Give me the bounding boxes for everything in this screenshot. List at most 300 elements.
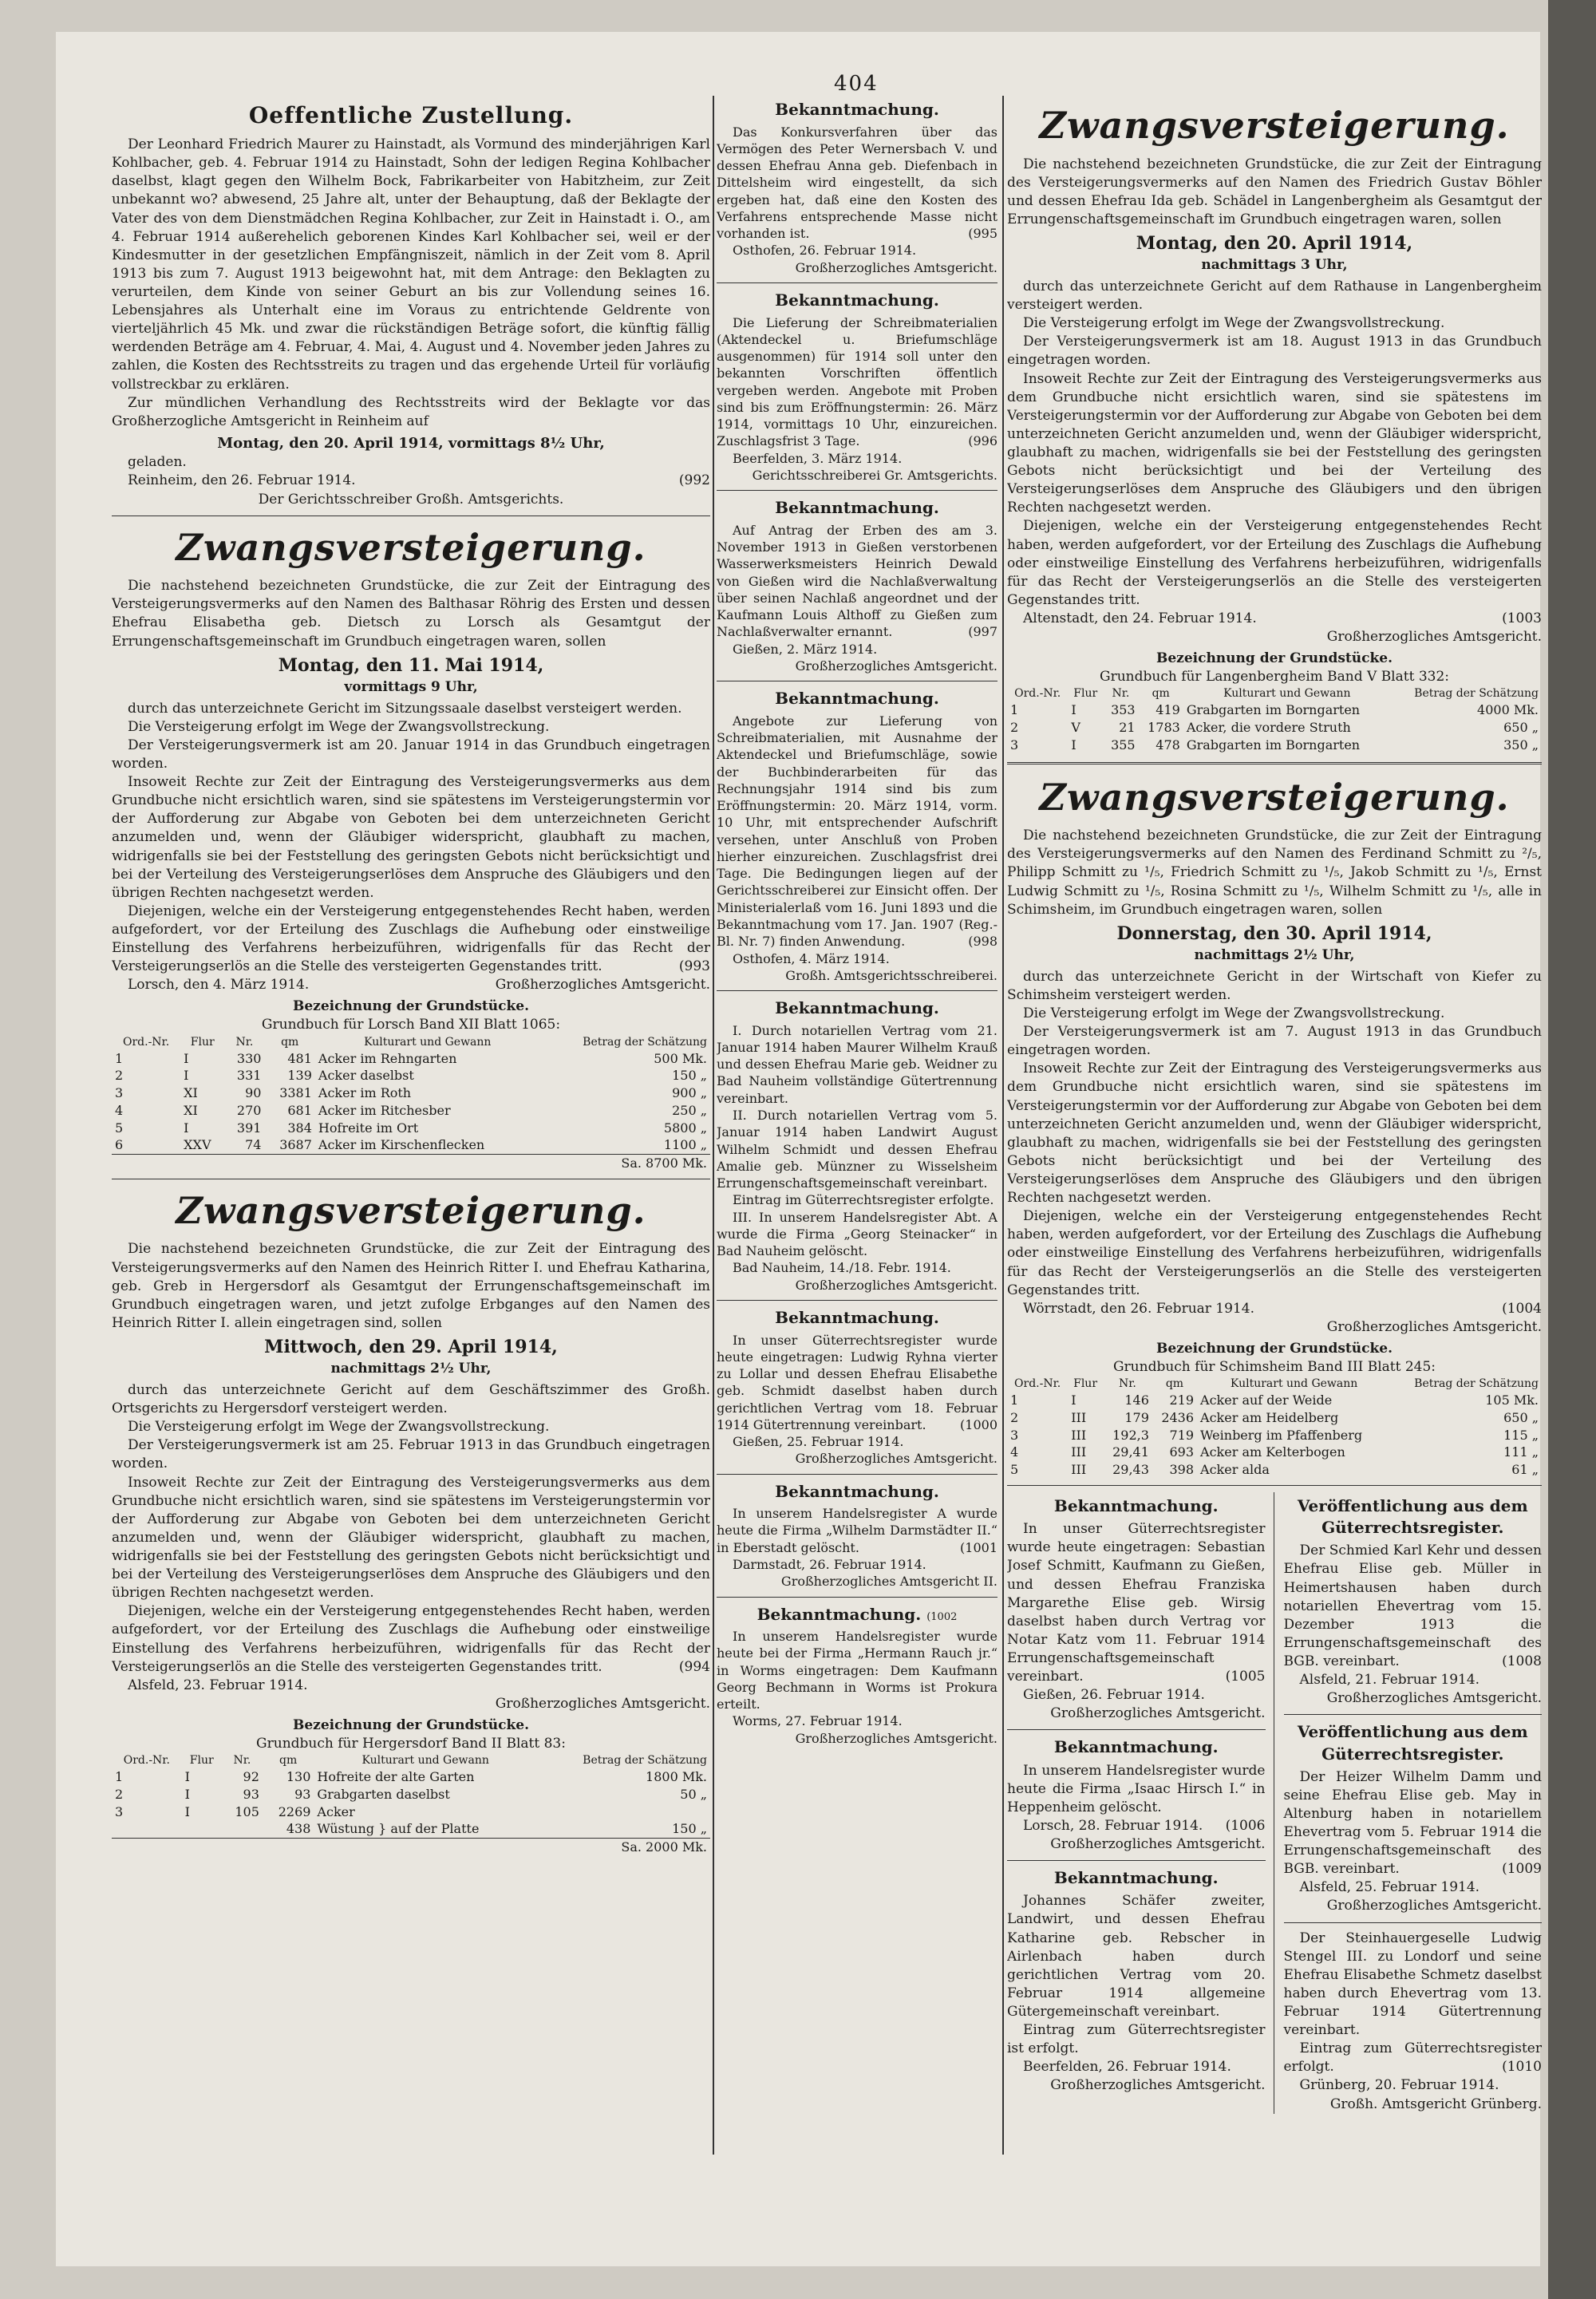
notice-body: Insoweit Rechte zur Zeit der Eintragung des Versteigerungsvermerks aus dem Grundbuche nicht ersichtlich waren, sind sie spätestens im Versteigerungstermin vor der Aufforderung zur Abgabe von Geboten bei dem unterzeichneten Gericht anzumelden und, wenn der Gläubiger widerspricht, glaubhaft zu machen, widrigenfalls sie bei der Feststellung des geringsten Gebots nicht berücksichtigt und bei der Verteilung des Versteigerungserlöses dem Anspruche des Gläubigers und den übrigen Rechten nachgesetzt werden. — [1007, 1061, 1542, 1207]
court-name: Großherzogliches Amtsgericht. — [1326, 1898, 1542, 1914]
court-name: Großherzogliches Amtsgericht. — [795, 1451, 998, 1467]
notice-body: Die Versteigerung erfolgt im Wege der Zwangsvollstreckung. — [128, 718, 550, 735]
table-cell: 6 — [115, 1137, 124, 1153]
notice-item-iii: III. In unserem Handelsregister Abt. A wurde die Firma „Georg Steinacker“ in Bad Nauheim gelöscht. — [717, 1209, 998, 1259]
bottom-right-column — [1284, 1492, 1543, 2114]
table-cell: 500 Mk. — [654, 1050, 707, 1066]
table-sum-row — [112, 1839, 710, 1856]
divider — [1007, 1485, 1542, 1486]
notice-place-date: Osthofen, 26. Februar 1914. — [733, 243, 917, 259]
table-row — [1007, 1392, 1542, 1409]
notice-ref: (992 — [678, 472, 710, 489]
table-cell: XI — [184, 1085, 198, 1101]
notice-body: Die Versteigerung erfolgt im Wege der Zwangsvollstreckung. — [128, 1419, 550, 1436]
table-cell: 2 — [1010, 720, 1019, 736]
table-cell: Acker — [317, 1803, 355, 1819]
table-row — [112, 1803, 710, 1821]
notice-title: Zwangsversteigerung. — [1039, 775, 1510, 819]
notice-title — [717, 1604, 998, 1625]
column-left — [112, 96, 710, 2171]
notice-place-date: Alsfeld, 23. Februar 1914. — [128, 1677, 308, 1693]
notice-place-date: Grünberg, 20. Februar 1914. — [1299, 2077, 1499, 2094]
notice-text: Das Konkursverfahren über das Vermögen des Peter Wernersbach V. und dessen Ehefrau Anna geb. Diefenbach in Dittelsheim wird eingestellt, da sich ergeben hat, daß eine den Kosten des Verfahrens entsprechende Masse nicht vorhanden ist. — [717, 124, 998, 242]
notice-place-date: Alsfeld, 25. Februar 1914. — [1299, 1879, 1480, 1896]
column-header: Kulturart und Gewann — [361, 1754, 489, 1768]
notice-zwangsversteigerung-hergersdorf — [112, 1186, 710, 1856]
table-cell: 150 „ — [672, 1821, 707, 1837]
court-name: Großherzogliches Amtsgericht. — [795, 658, 998, 674]
column-header: qm — [281, 1035, 299, 1049]
notice-body — [717, 1332, 998, 1434]
table-cell: III — [1071, 1409, 1087, 1425]
table-cell: 21 — [1119, 720, 1136, 736]
table-cell: Acker am Heidelberg — [1200, 1409, 1339, 1425]
table-cell: I — [184, 1050, 189, 1066]
table-cell: 105 Mk. — [1485, 1392, 1539, 1408]
court-name: Großh. Amtsgerichtsschreiberei. — [785, 967, 998, 983]
table-cell: 478 — [1156, 737, 1180, 753]
table-sum: Sa. 2000 Mk. — [537, 1839, 710, 1856]
column-rule-right — [1002, 96, 1004, 2155]
table-cell: 5 — [1010, 1462, 1019, 1478]
notice-text: Der Heizer Wilhelm Damm und seine Ehefrau Elise geb. May in Altenburg haben in notariellem Ehevertrag vom 5. Februar 1914 die Errungenschaftsgemeinschaft des BGB. vereinbart. — [1283, 1768, 1542, 1878]
notice-bekanntmachung-giessen-gueterrecht — [1007, 1495, 1266, 1723]
court-name: Großherzogliches Amtsgericht. — [795, 1277, 998, 1293]
auction-time: nachmittags 3 Uhr, — [1201, 256, 1348, 273]
table-row — [112, 1084, 710, 1102]
notice-zwangsversteigerung-lorsch — [112, 523, 710, 1172]
notice-place-date: Alsfeld, 21. Februar 1914. — [1299, 1672, 1480, 1689]
table-cell: Grabgarten im Borngarten — [1186, 737, 1361, 753]
notice-signature: Der Gerichtsschreiber Großh. Amtsgerichts. — [258, 491, 564, 508]
divider — [112, 515, 710, 516]
table-cell: I — [1071, 702, 1077, 718]
table-cell — [537, 1803, 710, 1821]
table-cell: V — [1071, 720, 1080, 736]
notice-place-date: Osthofen, 4. März 1914. — [733, 950, 890, 966]
table-cell: 2 — [115, 1068, 124, 1084]
column-header: Betrag der Schätzung — [1414, 1377, 1539, 1391]
table-row — [112, 1120, 710, 1137]
notice-body: Der Steinhauergeselle Ludwig Stengel III. zu Londorf und seine Ehefrau Elisabethe Schmetz daselbst haben durch Ehevertrag vom 13. Februar 1914 Gütertrennung vereinbart. — [1283, 1930, 1542, 2039]
table-cell: 4000 Mk. — [1477, 702, 1539, 718]
hearing-date: Montag, den 20. April 1914, vormittags 8½ Uhr, — [217, 434, 605, 452]
table-cell: III — [1071, 1444, 1087, 1460]
notice-ref: (997 — [968, 624, 998, 640]
place-date: Wörrstadt, den 26. Februar 1914. — [1023, 1300, 1254, 1317]
notice-body: durch das unterzeichnete Gericht im Sitzungssaale daselbst versteigert werden. — [128, 700, 682, 717]
table-cell: 1 — [1010, 1392, 1019, 1408]
notice-place-date — [1007, 610, 1542, 628]
table-cell: 4 — [115, 1102, 124, 1118]
notice-body: Insoweit Rechte zur Zeit der Eintragung des Versteigerungsvermerks aus dem Grundbuche nicht ersichtlich waren, sind sie spätestens im Versteigerungstermin vor der Aufforderung zur Abgabe von Geboten bei dem unterzeichneten Gericht anzumelden und, wenn der Gläubiger widerspricht, glaubhaft zu machen, widrigenfalls sie bei der Feststellung des geringsten Gebots nicht berücksichtigt und bei der Verteilung des Versteigerungserlöses dem Anspruche des Gläubigers und den übrigen Rechten nachgesetzt werden. — [112, 1474, 710, 1602]
parcel-table — [1007, 686, 1542, 753]
table-cell: 270 — [236, 1102, 262, 1118]
table-cell — [112, 1820, 182, 1838]
notice-body: Die Versteigerung erfolgt im Wege der Zwangsvollstreckung. — [1023, 315, 1445, 332]
table-cell: Acker im Ritchesber — [318, 1102, 451, 1118]
divider — [1284, 1922, 1543, 1923]
column-rule-left — [713, 96, 714, 2155]
table-row — [1007, 701, 1542, 719]
notice-body — [717, 522, 998, 641]
notice-intro: Die nachstehend bezeichneten Grundstücke, die zur Zeit der Eintragung des Versteigerungsvermerks auf den Namen des Friedrich Gustav Böhler und dessen Ehefrau Ida geb. Schädel in Langenbergheim als Gesamtgut der Errungenschaftsgemeinschaft im Grundbuch eingetragen waren, sollen — [1007, 156, 1542, 227]
table-cell: Weinberg im Pfaffenberg — [1200, 1427, 1363, 1443]
court-name: Großherzogliches Amtsgericht. — [1326, 1318, 1542, 1335]
table-row — [112, 1768, 710, 1786]
table-cell: 3 — [115, 1085, 124, 1101]
table-cell: 130 — [286, 1769, 311, 1785]
court-name: Gerichtsschreiberei Gr. Amtsgerichts. — [752, 467, 998, 483]
table-cell: 93 — [243, 1786, 259, 1802]
notice-place-date — [1007, 1817, 1266, 1835]
column-header: Flur — [189, 1754, 214, 1768]
notice-body — [717, 1505, 998, 1556]
auction-time: nachmittags 2½ Uhr, — [1194, 946, 1355, 963]
table-row — [1007, 737, 1542, 754]
column-header: Nr. — [235, 1035, 254, 1049]
notice-body — [112, 1602, 710, 1676]
table-body — [1007, 1392, 1542, 1479]
column-header: Flur — [190, 1035, 215, 1049]
notice-body: Eintrag im Güterrechtsregister erfolgte. — [733, 1192, 994, 1208]
notice-body: Der Versteigerungsvermerk ist am 18. August 1913 in das Grundbuch eingetragen worden. — [1007, 334, 1542, 369]
table-cell: 179 — [1124, 1409, 1149, 1425]
column-header: qm — [279, 1754, 298, 1768]
table-body — [1007, 701, 1542, 753]
notice-veroeffentlichung-alsfeld-2 — [1284, 1721, 1543, 1915]
court-name: Großherzogliches Amtsgericht II. — [780, 1574, 998, 1590]
table-cell: 350 „ — [1503, 737, 1539, 753]
table-cell: 115 „ — [1503, 1427, 1539, 1443]
notice-place-date: Beerfelden, 26. Februar 1914. — [1023, 2059, 1231, 2076]
notice-place-date — [112, 976, 710, 994]
table-cell: 2 — [115, 1786, 124, 1802]
notice-ref: (993 — [678, 958, 710, 975]
notice-ref: (1008 — [1502, 1653, 1542, 1670]
table-row — [112, 1067, 710, 1084]
notice-intro: Die nachstehend bezeichneten Grundstücke, die zur Zeit der Eintragung des Versteigerungsvermerks auf den Namen des Ferdinand Schmitt zu ²/₅, Philipp Schmitt zu ¹/₅, Friedrich Schmitt zu ¹/₅, Jakob Schmitt zu ¹/₅, Ernst Ludwig Schmitt zu ¹/₅, Rosina Schmitt zu ¹/₅, Wilhelm Schmitt zu ¹/₅, alle in Schimsheim, im Grundbuch eingetragen waren, sollen — [1007, 828, 1542, 918]
notice-body — [1007, 1762, 1266, 1817]
table-cell: I — [184, 1803, 190, 1819]
notice-ref: (1010 — [1502, 2059, 1542, 2076]
auction-time: nachmittags 2½ Uhr, — [330, 1360, 492, 1377]
table-row — [112, 1102, 710, 1120]
table-cell: Acker am Kelterbogen — [1200, 1444, 1345, 1460]
notice-title: Bekanntmachung. — [775, 1481, 939, 1501]
column-header: Nr. — [1112, 687, 1130, 701]
table-cell: 330 — [236, 1050, 262, 1066]
column-header: Ord.-Nr. — [1014, 687, 1061, 701]
notice-title: Bekanntmachung. — [1053, 1868, 1219, 1888]
column-header: Nr. — [233, 1754, 251, 1768]
divider — [717, 1300, 998, 1301]
notice-body — [1284, 2040, 1543, 2076]
notice-text: Der Schmied Karl Kehr und dessen Ehefrau Elise geb. Müller in Heimertshausen haben durch notariellen Ehevertrag vom 15. Dezember 1913 die Errungenschaftsgemeinschaft des BGB. vereinbart. — [1283, 1543, 1542, 1670]
table-cell: 150 „ — [672, 1068, 707, 1084]
table-cell: III — [1071, 1427, 1087, 1443]
table-cell: 384 — [287, 1120, 312, 1136]
parcel-table — [112, 1035, 710, 1172]
table-cell: I — [1071, 737, 1077, 753]
notice-text: Die Lieferung der Schreibmaterialien (Aktendeckel u. Briefumschläge ausgenommen) für 1914 soll unter den bekannten Vorschriften öffentlich vergeben werden. Angebote mit Proben sind bis zum Eröffnungstermin: 26. März 1914, vormittags 10 Uhr, einzureichen. Zuschlagsfrist 3 Tage. — [717, 314, 998, 449]
notice-body — [717, 314, 998, 450]
notice-ref: (1004 — [1502, 1300, 1542, 1317]
notice-place-date: Darmstadt, 26. Februar 1914. — [733, 1557, 926, 1573]
table-cell: I — [184, 1068, 189, 1084]
bottom-notices — [1007, 1492, 1542, 2114]
table-cell: 3687 — [279, 1137, 312, 1153]
notice-title: Zwangsversteigerung. — [176, 1188, 646, 1232]
table-cell: Acker alda — [1200, 1462, 1270, 1478]
notice-body — [717, 713, 998, 950]
table-cell: 355 — [1111, 737, 1136, 753]
notice-place-date — [1007, 1300, 1542, 1318]
table-title: Bezeichnung der Grundstücke. — [1156, 650, 1393, 667]
table-cell: Acker, die vordere Struth — [1186, 720, 1351, 736]
notice-title: Zwangsversteigerung. — [1039, 104, 1510, 147]
notice-body: Diejenigen, welche ein der Versteigerung entgegenstehendes Recht haben, werden aufgefordert, vor der Erteilung des Zuschlags die Aufhebung oder einstweilige Einstellung des Verfahrens herbeizuführen, widrigenfalls für das Recht der Versteigerungserlös an die Stelle des versteigerten Gegenstandes tritt. — [1007, 1208, 1542, 1298]
notice-title: Bekanntmachung. — [775, 290, 939, 310]
divider — [1284, 1714, 1543, 1715]
table-cell: Hofreite im Ort — [318, 1120, 419, 1136]
auction-date: Mittwoch, den 29. April 1914, — [264, 1336, 558, 1357]
divider — [717, 990, 998, 991]
table-row — [1007, 1461, 1542, 1479]
table-cell: 650 „ — [1503, 720, 1539, 736]
notice-text: Diejenigen, welche ein der Versteigerung entgegenstehendes Recht haben, werden aufgefordert, vor der Erteilung des Zuschlags die Aufhebung oder einstweilige Einstellung des Verfahrens herbeizuführen, widrigenfalls für das Recht der Versteigerungserlös an die Stelle des versteigerten Gegenstandes tritt. — [112, 1603, 710, 1675]
notice-item-i: I. Durch notariellen Vertrag vom 21. Januar 1914 haben Maurer Wilhelm Krauß und dessen Ehefrau Marie geb. Weidner zu Bad Nauheim vollständige Gütertrennung vereinbart. — [717, 1022, 998, 1106]
notice-zwangsversteigerung-langenbergheim — [1007, 101, 1542, 754]
table-cell: 29,41 — [1112, 1444, 1149, 1460]
table-cell: 192,3 — [1112, 1427, 1149, 1443]
notice-body: Insoweit Rechte zur Zeit der Eintragung des Versteigerungsvermerks aus dem Grundbuche nicht ersichtlich waren, sind sie spätestens im Versteigerungstermin vor der Aufforderung zur Abgabe von Geboten bei dem unterzeichneten Gericht anzumelden und, wenn der Gläubiger widerspricht, glaubhaft zu machen, widrigenfalls sie bei der Feststellung des geringsten Gebots nicht berücksichtigt und bei der Verteilung des Versteigerungserlöses dem Anspruche des Gläubigers und den übrigen Rechten nachgesetzt werden. — [112, 774, 710, 901]
table-cell: Acker auf der Weide — [1200, 1392, 1333, 1408]
table-cell: 2269 — [278, 1803, 311, 1819]
column-header: Flur — [1073, 1377, 1098, 1391]
table-header — [1007, 1377, 1542, 1392]
table-cell: 1 — [115, 1769, 124, 1785]
notice-zwangsversteigerung-schimsheim — [1007, 772, 1542, 1479]
table-cell: 29,43 — [1112, 1462, 1149, 1478]
notice-place-date: Beerfelden, 3. März 1914. — [733, 450, 903, 466]
notice-bekanntmachung-osthofen-lieferung — [717, 688, 998, 984]
table-cell: 3 — [1010, 1427, 1019, 1443]
table-row — [112, 1786, 710, 1803]
notice-body — [1284, 1768, 1543, 1879]
notice-bekanntmachung-darmstadt — [717, 1481, 998, 1590]
table-cell: 1100 „ — [663, 1137, 707, 1153]
notice-ref: (1000 — [960, 1416, 998, 1432]
auction-date: Montag, den 20. April 1914, — [1136, 232, 1413, 254]
column-middle — [717, 96, 998, 2171]
notice-ref: (996 — [968, 433, 998, 449]
table-cell: Acker im Kirschenflecken — [318, 1137, 485, 1153]
divider — [717, 1474, 998, 1475]
notice-ref: (1001 — [960, 1539, 998, 1555]
notice-veroeffentlichung-alsfeld-1 — [1284, 1495, 1543, 1708]
notice-body — [1284, 1542, 1543, 1671]
table-cell: 61 „ — [1511, 1462, 1539, 1478]
notice-place-date: Bad Nauheim, 14./18. Febr. 1914. — [733, 1260, 951, 1276]
court-name: Großherzogliches Amtsgericht. — [795, 259, 998, 275]
court-name: Großh. Amtsgericht Grünberg. — [1329, 2096, 1542, 2112]
notice-body: durch das unterzeichnete Gericht in der Wirtschaft von Kiefer zu Schimsheim versteigert werden. — [1007, 968, 1542, 1003]
table-body — [112, 1050, 710, 1155]
column-header: Ord.-Nr. — [123, 1754, 170, 1768]
notice-body: Der Leonhard Friedrich Maurer zu Hainstadt, als Vormund des minderjährigen Karl Kohlbacher, geb. 4. Februar 1914 zu Hainstadt, Sohn der ledigen Regina Kohlbacher daselbst, klagt gegen den Wilhelm Bock, Fabrikarbeiter von Habitzheim, zur Zeit unbekannt wo? abwesend, 25 Jahre alt, unter der Behauptung, daß der Beklagte der Vater des von dem Dienstmädchen Regina Kohlbacher, zur Zeit in Hainstadt i. O., am 4. Februar 1914 außerehelich geborenen Kindes Karl Kohlbacher sei, weil er der Kindesmutter in der gesetzlichen Empfängniszeit, nämlich in der Zeit vom 8. April 1913 bis zum 7. August 1913 beigewohnt hat, mit dem Antrage: den Beklagten zu verurteilen, dem Kinde von seiner Geburt an bis zur Vollendung seines 16. Lebensjahres als Unterhalt eine im Voraus zu entrichtende Geldrente von vierteljährlich 45 Mk. und zwar die rückständigen Beträge sofort, die künftig fällig werdenden Beträge am 4. Februar, 4. Mai, 4. August und 4. November jeden Jahres zu zahlen, die Kosten des Rechtsstreits zu tragen und das ergehende Urteil für vorläufig vollstreckbar zu erklären. — [112, 136, 710, 393]
table-cell: Acker daselbst — [318, 1068, 414, 1084]
notice-place-date — [112, 472, 710, 490]
table-cell: 1 — [1010, 702, 1019, 718]
table-cell — [182, 1820, 222, 1838]
notice-text: In unser Güterrechtsregister wurde heute eingetragen: Ludwig Ryhna vierter zu Lollar und dessen Ehefrau Elisabethe geb. Schmidt daselbst haben durch gerichtlichen Vertrag vom 18. Februar 1914 Gütertrennung vereinbart. — [717, 1332, 998, 1432]
table-cell: 4 — [1010, 1444, 1019, 1460]
table-cell: 900 „ — [672, 1085, 707, 1101]
table-cell: I — [184, 1786, 190, 1802]
table-cell: XXV — [184, 1137, 211, 1153]
notice-text: In unserem Handelsregister A wurde heute die Firma „Wilhelm Darmstädter II.“ in Eberstadt gelöscht. — [717, 1506, 998, 1555]
divider — [1007, 1729, 1266, 1730]
place-date: Reinheim, den 26. Februar 1914. — [128, 472, 356, 489]
notice-ref: (1006 — [1225, 1817, 1266, 1834]
table-subtitle: Grundbuch für Langenbergheim Band V Blatt 332: — [1100, 669, 1449, 685]
notice-ref: (1002 — [926, 1610, 958, 1623]
table-title: Bezeichnung der Grundstücke. — [1156, 1340, 1393, 1357]
table-cell: Acker im Roth — [318, 1085, 412, 1101]
table-cell: 1800 Mk. — [646, 1769, 707, 1785]
page-number: 404 — [834, 72, 879, 96]
notice-place-date: Gießen, 2. März 1914. — [733, 641, 878, 657]
divider — [1007, 762, 1542, 764]
table-sum-row — [112, 1155, 710, 1172]
table-cell: 438 — [286, 1821, 311, 1837]
notice-body: Johannes Schäfer zweiter, Landwirt, und dessen Ehefrau Katharine geb. Rebscher in Airlenbach haben durch gerichtlichen Vertrag vom 20. Februar 1914 allgemeine Gütergemeinschaft vereinbart. — [1007, 1893, 1266, 2020]
table-title: Bezeichnung der Grundstücke. — [292, 1716, 529, 1733]
notice-ref: (995 — [968, 226, 998, 242]
court-name: Großherzogliches Amtsgericht. — [495, 977, 710, 993]
notice-bekanntmachung-giessen-lollar — [717, 1307, 998, 1467]
notice-title: Bekanntmachung. — [775, 1307, 939, 1327]
notice-body: Eintrag zum Güterrechtsregister ist erfolgt. — [1007, 2022, 1266, 2057]
notice-body: durch das unterzeichnete Gericht auf dem Geschäftszimmer des Großh. Ortsgerichts zu Hergersdorf versteigert werden. — [112, 1381, 710, 1417]
table-cell: 92 — [243, 1769, 259, 1785]
table-row — [112, 1050, 710, 1068]
notice-bekanntmachung-beerfelden — [717, 290, 998, 484]
notice-text: In unser Güterrechtsregister wurde heute eingetragen: Sebastian Josef Schmitt, Kaufmann zu Gießen, und dessen Ehefrau Franziska Margarethe Elise geb. Wirsig daselbst haben durch Vertrag vor Notar Katz vom 11. Februar 1914 Errungenschaftsgemeinschaft vereinbart. — [1007, 1521, 1266, 1685]
court-name: Großherzogliches Amtsgericht. — [1326, 629, 1542, 646]
court-name: Großherzogliches Amtsgericht. — [1326, 1690, 1542, 1707]
notice-title: Bekanntmachung. — [775, 498, 939, 518]
table-cell: 250 „ — [672, 1102, 707, 1118]
binding-edge — [1548, 0, 1596, 2299]
notice-title: Zwangsversteigerung. — [176, 525, 646, 569]
table-cell: I — [1071, 1392, 1077, 1408]
notice-item-ii: II. Durch notariellen Vertrag vom 5. Januar 1914 haben Landwirt August Wilhelm Schmidt und dessen Ehefrau Amalie geb. Münzner zu Wisselsheim Errungenschaftsgemeinschaft vereinbart. — [717, 1107, 998, 1191]
table-title: Bezeichnung der Grundstücke. — [292, 998, 529, 1015]
notice-bekanntmachung-beerfelden-gueter — [1007, 1867, 1266, 2095]
column-header: Betrag der Schätzung — [1414, 687, 1539, 701]
notice-body: Der Versteigerungsvermerk ist am 20. Januar 1914 in das Grundbuch eingetragen worden. — [112, 737, 710, 772]
place-date: Lorsch, den 4. März 1914. — [128, 977, 310, 993]
table-cell: III — [1071, 1462, 1087, 1478]
notice-body: Der Versteigerungsvermerk ist am 25. Februar 1913 in das Grundbuch eingetragen worden. — [112, 1437, 710, 1472]
notice-title: Bekanntmachung. — [1053, 1737, 1219, 1757]
court-name: Großherzogliches Amtsgericht. — [1050, 2077, 1266, 2094]
table-subtitle: Grundbuch für Lorsch Band XII Blatt 1065: — [261, 1017, 561, 1033]
court-name: Großherzogliches Amtsgericht. — [1050, 1705, 1266, 1722]
parcel-table — [112, 1753, 710, 1856]
notice-text: Angebote zur Lieferung von Schreibmaterialien, mit Ausnahme der Aktendeckel und Briefumschläge, sowie der Buchbinderarbeiten für das Rechnungsjahr 1914 sind bis zum Eröffnungstermin: 20. März 1914, vorm. 10 Uhr, mit entsprechender Aufschrift versehen, unter Anschluß von Proben hierher einzureichen. Zuschlagsfrist drei Tage. Die Bedingungen liegen auf der Gerichtsschreiberei zur Einsicht offen. Der Ministerialerlaß vom 16. Juni 1893 und die Bekanntmachung vom 17. Jan. 1907 (Reg.-Bl. Nr. 7) finden Anwendung. — [717, 713, 998, 950]
table-cell: Grabgarten im Borngarten — [1186, 702, 1361, 718]
table-cell: Hofreite der alte Garten — [317, 1769, 475, 1785]
table-row — [1007, 719, 1542, 737]
notice-title: Bekanntmachung. — [775, 100, 939, 119]
table-subtitle: Grundbuch für Hergersdorf Band II Blatt 83: — [256, 1736, 566, 1752]
notice-title: Veröffentlichung aus dem Güterrechtsregister. — [1297, 1495, 1528, 1538]
notice-body: durch das unterzeichnete Gericht auf dem Rathause in Langenbergheim versteigert werden. — [1007, 278, 1542, 314]
notice-ref: (1003 — [1502, 610, 1542, 626]
court-name: Großherzogliches Amtsgericht. — [1050, 1836, 1266, 1852]
table-cell: 50 „ — [680, 1786, 707, 1802]
auction-date: Montag, den 11. Mai 1914, — [278, 654, 544, 676]
table-subtitle: Grundbuch für Schimsheim Band III Blatt 245: — [1112, 1359, 1436, 1376]
notice-bekanntmachung-bad-nauheim — [717, 997, 998, 1294]
table-cell: 105 — [235, 1803, 259, 1819]
notice-ref: (1009 — [1502, 1861, 1542, 1878]
column-header: Ord.-Nr. — [122, 1035, 170, 1049]
notice-title: Bekanntmachung. — [775, 998, 939, 1018]
column-header: Betrag der Schätzung — [583, 1754, 707, 1768]
table-cell: I — [184, 1769, 190, 1785]
table-cell: 719 — [1169, 1427, 1195, 1443]
table-cell: 139 — [287, 1068, 312, 1084]
table-cell: 391 — [236, 1120, 262, 1136]
table-cell — [222, 1820, 263, 1838]
column-header: qm — [1165, 1377, 1184, 1391]
table-cell: 219 — [1169, 1392, 1195, 1408]
notice-title: Oeffentliche Zustellung. — [248, 102, 574, 128]
table-cell: 693 — [1169, 1444, 1195, 1460]
column-header: Kulturart und Gewann — [1230, 1377, 1358, 1391]
table-cell: Wüstung } auf der Platte — [317, 1821, 480, 1837]
notice-intro: Die nachstehend bezeichneten Grundstücke, die zur Zeit der Eintragung des Versteigerungsvermerks auf den Namen des Heinrich Ritter I. und Ehefrau Katharina, geb. Greb in Hergersdorf als Gesamtgut der Errungenschaftsgemeinschaft im Grundbuch eingetragen waren, und jetzt zufolge Erbganges auf den Namen des Heinrich Ritter I. allein eingetragen sind, sollen — [112, 1241, 710, 1331]
table-body — [112, 1768, 710, 1839]
notice-title-text: Bekanntmachung. — [757, 1604, 922, 1624]
table-cell: 93 — [294, 1786, 311, 1802]
court-name: Großherzogliches Amtsgericht. — [795, 1730, 998, 1746]
notice-place-date: Gießen, 25. Februar 1914. — [733, 1434, 904, 1450]
notice-body: Zur mündlichen Verhandlung des Rechtsstreits wird der Beklagte vor das Großherzogliche Amtsgericht in Reinheim auf — [112, 394, 710, 429]
table-row — [112, 1136, 710, 1154]
table-cell: 3 — [1010, 737, 1019, 753]
table-row — [1007, 1444, 1542, 1461]
table-cell: 650 „ — [1503, 1409, 1539, 1425]
table-cell: 681 — [287, 1102, 312, 1118]
table-sum: Sa. 8700 Mk. — [540, 1155, 710, 1172]
notice-body — [112, 903, 710, 976]
bottom-left-column — [1007, 1492, 1274, 2114]
table-cell: 3 — [115, 1803, 124, 1819]
column-header: Kulturart und Gewann — [364, 1035, 492, 1049]
column-header: Betrag der Schätzung — [583, 1035, 707, 1049]
table-cell: 331 — [236, 1068, 262, 1084]
table-cell: XI — [184, 1102, 198, 1118]
notice-body: Die Versteigerung erfolgt im Wege der Zwangsvollstreckung. — [1023, 1005, 1445, 1022]
column-right — [1007, 96, 1542, 2171]
notice-ref: (1005 — [1225, 1669, 1266, 1685]
table-cell: Acker im Rehngarten — [318, 1050, 457, 1066]
